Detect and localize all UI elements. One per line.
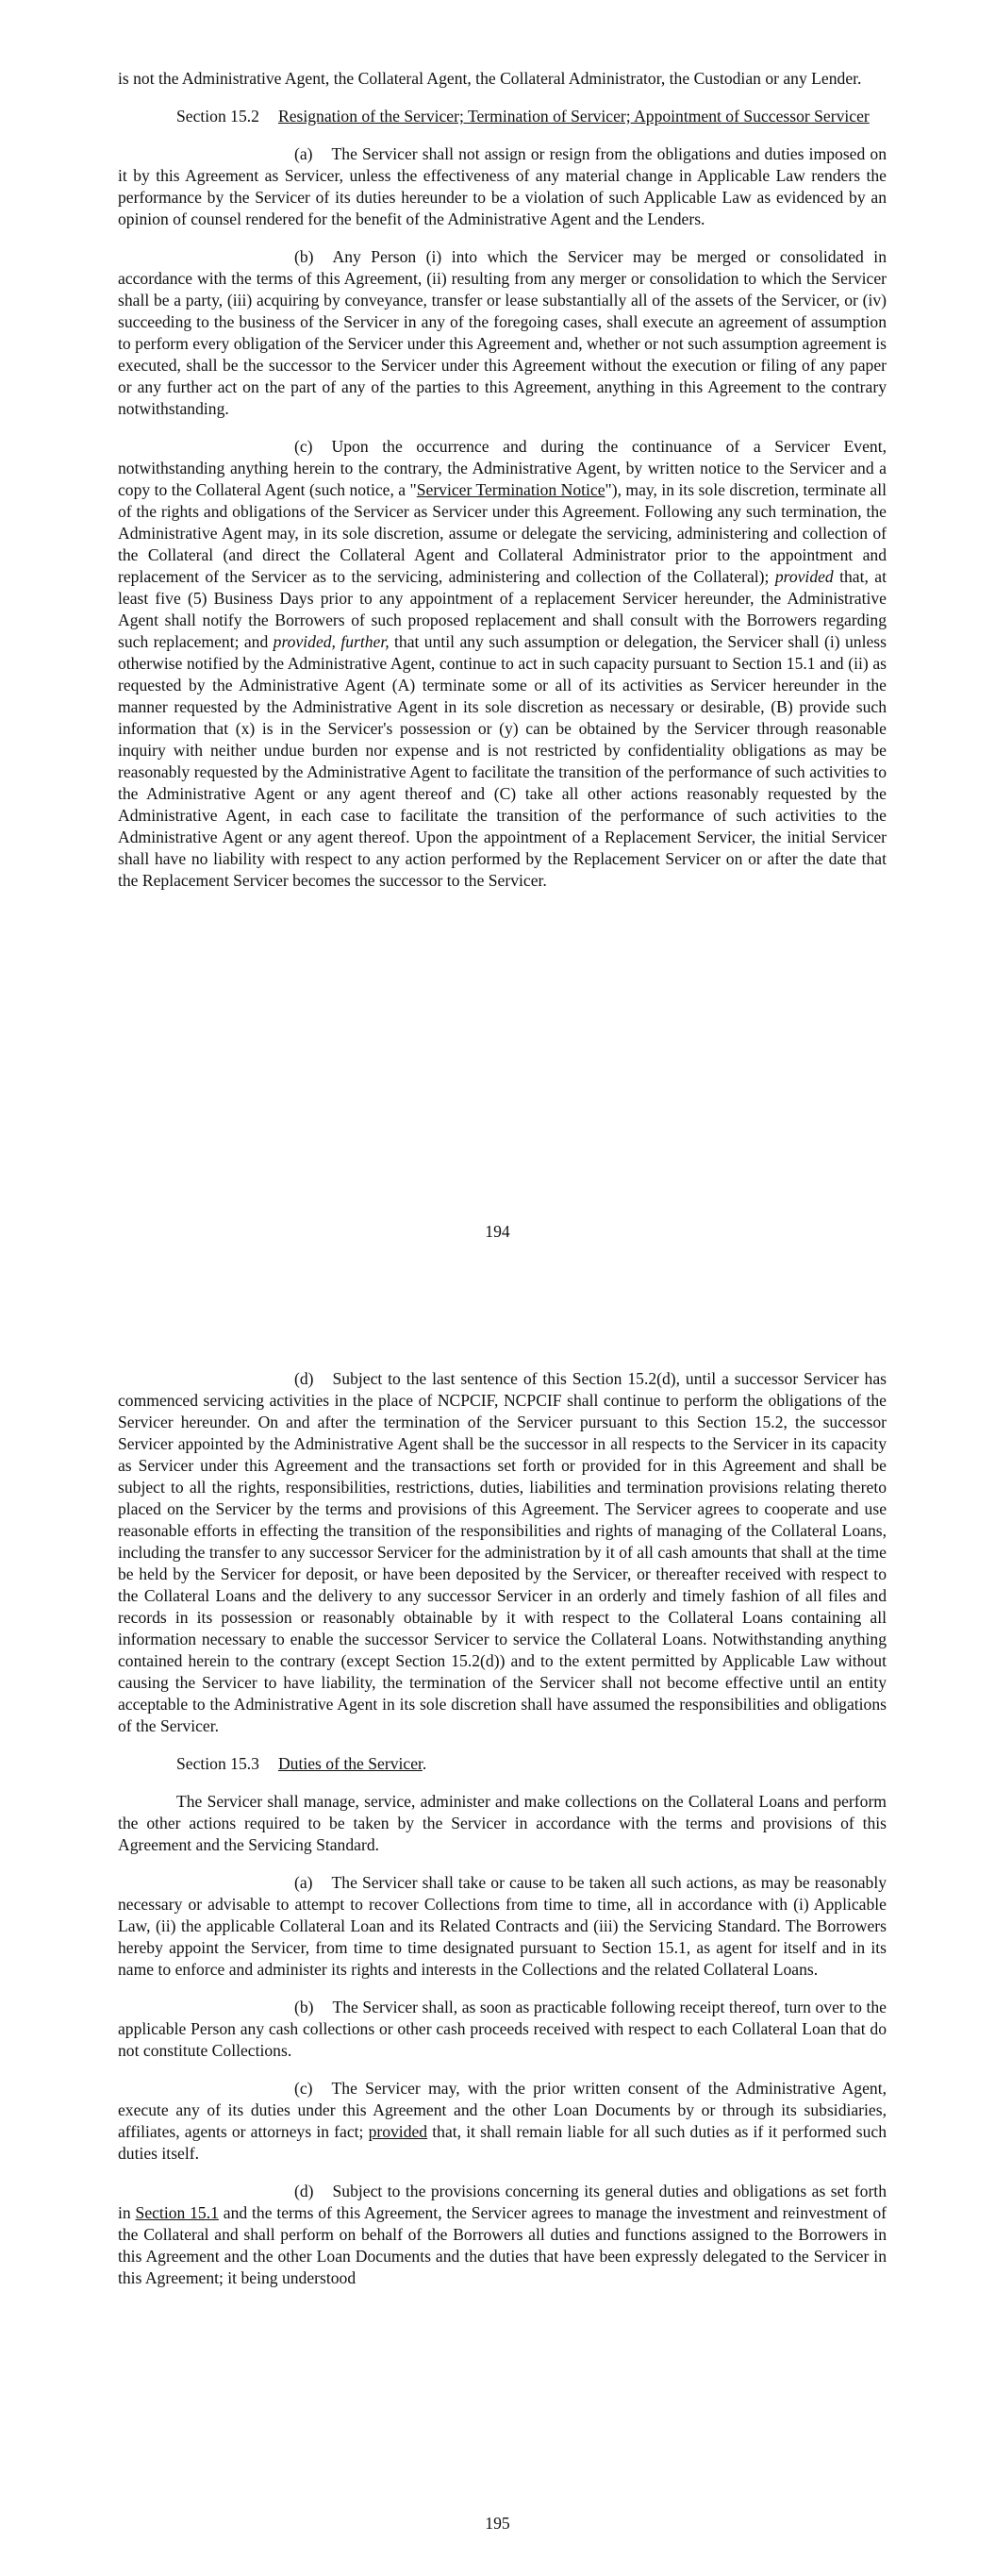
- clause-label: (b): [294, 247, 314, 266]
- paragraph-15-3-d: [118, 2181, 887, 2289]
- defined-term: Servicer Termination Notice: [416, 480, 605, 499]
- italic-term: provided: [774, 567, 834, 586]
- clause-text: "), may, in its sole discretion, terminate all of the rights and obligations of the Servicer as Servicer under this Agreement. Following any such termination, the Administrative Agent may, in its sole discretion, assume or delegate the servicing, administering and collection of the Collateral (and direct the Collateral Agent and Collateral Administrator prior to the appointment and replacement of the Servicer as to the servicing, administering and collection of the Collateral);: [118, 480, 887, 586]
- section-title: Duties of the Servicer: [277, 1754, 423, 1773]
- clause-label: (a): [294, 1873, 313, 1892]
- paragraph-15-3-a: [118, 1872, 887, 1981]
- paragraph-15-2-d: [118, 1368, 887, 1737]
- section-15-3-intro: The Servicer shall manage, service, administer and make collections on the Collateral Loans and perform the other actions required to be taken by the Servicer in accordance with the terms and provisions of this Agreement and the Servicing Standard.: [118, 1792, 887, 1854]
- clause-label: (c): [294, 2079, 313, 2098]
- section-number: Section 15.3: [176, 1754, 259, 1773]
- clause-text: Subject to the last sentence of this Section 15.2(d), until a successor Servicer has commenced servicing activities in the place of NCPCIF, NCPCIF shall continue to perform the obligations of the Servicer hereunder. On and after the termination of the Servicer pursuant to this Section 15.2, the successor Servicer appointed by the Administrative Agent shall be the successor in all respects to the Servicer in its capacity as Servicer under this Agreement and the transactions set forth or provided for in this Agreement and shall be subject to all the rights, responsibilities, restrictions, duties, liabilities and termination provisions relating thereto placed on the Servicer by the terms and provisions of this Agreement. The Servicer agrees to cooperate and use reasonable efforts in effecting the transition of the responsibilities and rights of managing of the Collateral Loans, including the transfer to any successor Servicer for the administration by it of all cash amounts that shall at the time be held by the Servicer for deposit, or have been deposited by the Servicer, or thereafter received with respect to the Collateral Loans and the delivery to any successor Servicer in an orderly and timely fashion of all files and records in its possession or reasonably obtainable by it with respect to the Collateral Loans containing all information necessary to enable the successor Servicer to service the Collateral Loans. Notwithstanding anything contained herein to the contrary (except Section 15.2(d)) and to the extent permitted by Applicable Law without causing the Servicer to have liability, the termination of the Servicer shall not become effective until an entity acceptable to the Administrative Agent in its sole discretion shall have assumed the responsibilities and obligations of the Servicer.: [118, 1369, 887, 1735]
- section-title-period: .: [422, 1754, 427, 1773]
- page-195: [0, 1293, 995, 2576]
- section-15-3-heading: [118, 1753, 887, 1775]
- underlined-term: provided: [368, 2122, 428, 2141]
- page-number: 194: [485, 1222, 510, 1241]
- carryover-paragraph: is not the Administrative Agent, the Collateral Agent, the Collateral Administrator, the Custodian or any Lender.: [118, 69, 862, 88]
- clause-text: The Servicer shall take or cause to be taken all such actions, as may be reasonably necessary or advisable to attempt to recover Collections from time to time, all in accordance with (i) Applicable Law, (ii) the applicable Collateral Loan and its Related Contracts and (iii) the Servicing Standard. The Borrowers hereby appoint the Servicer, from time to time designated pursuant to Section 15.1, as agent for itself and in its name to enforce and administer its rights and interests in the Collections and the related Collateral Loans.: [118, 1873, 887, 1979]
- section-15-2-heading: [118, 106, 887, 127]
- clause-label: (a): [294, 144, 313, 163]
- paragraph-15-2-a: [118, 143, 887, 230]
- clause-text: that until any such assumption or delegation, the Servicer shall (i) unless otherwise notified by the Administrative Agent, continue to act in such capacity pursuant to Section 15.1 and (ii) as requested by the Administrative Agent (A) terminate some or all of its activities as Servicer hereunder in the manner requested by the Administrative Agent in its sole discretion as necessary or desirable, (B) provide such information that (x) is in the Servicer's possession or (y) can be obtained by the Servicer through reasonable inquiry with neither undue burden nor expense and is not restricted by confidentiality obligations as may be reasonably requested by the Administrative Agent to facilitate the transition of the performance of such activities to the Administrative Agent or any agent thereof and (C) take all other actions reasonably requested by the Administrative Agent, in each case to facilitate the transition of the performance of such activities to the Administrative Agent or any agent thereof. Upon the appointment of a Replacement Servicer, the initial Servicer shall have no liability with respect to any action performed by the Replacement Servicer on or after the date that the Replacement Servicer becomes the successor to the Servicer.: [118, 632, 887, 890]
- clause-text: that, it shall remain liable for all such duties as if it performed such duties itself.: [118, 2122, 887, 2163]
- paragraph-15-3-b: [118, 1997, 887, 2062]
- clause-label: (b): [294, 1998, 314, 2016]
- page-body: [118, 68, 887, 908]
- page-number: 195: [485, 2514, 510, 2533]
- clause-label: (d): [294, 1369, 314, 1388]
- page-body: [118, 1368, 887, 2305]
- clause-text: and the terms of this Agreement, the Servicer agrees to manage the investment and reinvestment of the Collateral and shall perform on behalf of the Borrowers all duties and functions assigned to the Borrowers in this Agreement and the other Loan Documents and the duties that have been expressly delegated to the Servicer in this Agreement; it being understood: [118, 2203, 887, 2287]
- clause-text: Any Person (i) into which the Servicer may be merged or consolidated in accordance with the terms of this Agreement, (ii) resulting from any merger or consolidation to which the Servicer shall be a party, (iii) acquiring by conveyance, transfer or lease substantially all of the assets of the Servicer, or (iv) succeeding to the business of the Servicer in any of the foregoing cases, shall execute an agreement of assumption to perform every obligation of the Servicer under this Agreement and, whether or not such assumption agreement is executed, shall be the successor to the Servicer under this Agreement without the execution or filing of any paper or any further act on the part of any of the parties to this Agreement, anything in this Agreement to the contrary notwithstanding.: [118, 247, 887, 418]
- clause-text: that, at least five (5) Business Days prior to any appointment of a replacement Servicer hereunder, the Administrative Agent shall notify the Borrowers of such proposed replacement and shall consult with the Borrowers regarding such replacement; and: [118, 567, 887, 651]
- paragraph-15-2-b: [118, 246, 887, 420]
- clause-label: (d): [294, 2182, 314, 2200]
- clause-text: The Servicer may, with the prior written consent of the Administrative Agent, execute any of its duties under this Agreement and the other Loan Documents by or through its subsidiaries, affiliates, agents or attorneys in fact;: [118, 2079, 887, 2141]
- clause-text: Upon the occurrence and during the continuance of a Servicer Event, notwithstanding anything herein to the contrary, the Administrative Agent, by written notice to the Servicer and a copy to the Collateral Agent (such notice, a ": [118, 437, 887, 499]
- paragraph-15-3-c: [118, 2078, 887, 2165]
- section-title: Resignation of the Servicer; Termination of Servicer; Appointment of Successor Servicer: [277, 107, 870, 125]
- section-reference: Section 15.1: [135, 2203, 219, 2222]
- clause-text: The Servicer shall not assign or resign from the obligations and duties imposed on it by this Agreement as Servicer, unless the effectiveness of any material change in Applicable Law renders the performance by the Servicer of its duties hereunder to be a violation of such Applicable Law as evidenced by an opinion of counsel rendered for the benefit of the Administrative Agent and the Lenders.: [118, 144, 887, 228]
- section-number: Section 15.2: [176, 107, 259, 125]
- italic-term: provided, further,: [273, 632, 390, 651]
- clause-text: The Servicer shall, as soon as practicable following receipt thereof, turn over to the applicable Person any cash collections or other cash proceeds received with respect to each Collateral Loan that do not constitute Collections.: [118, 1998, 887, 2060]
- paragraph-15-2-c: [118, 436, 887, 892]
- clause-label: (c): [294, 437, 313, 456]
- clause-text: Subject to the provisions concerning its general duties and obligations as set forth in: [118, 2182, 887, 2222]
